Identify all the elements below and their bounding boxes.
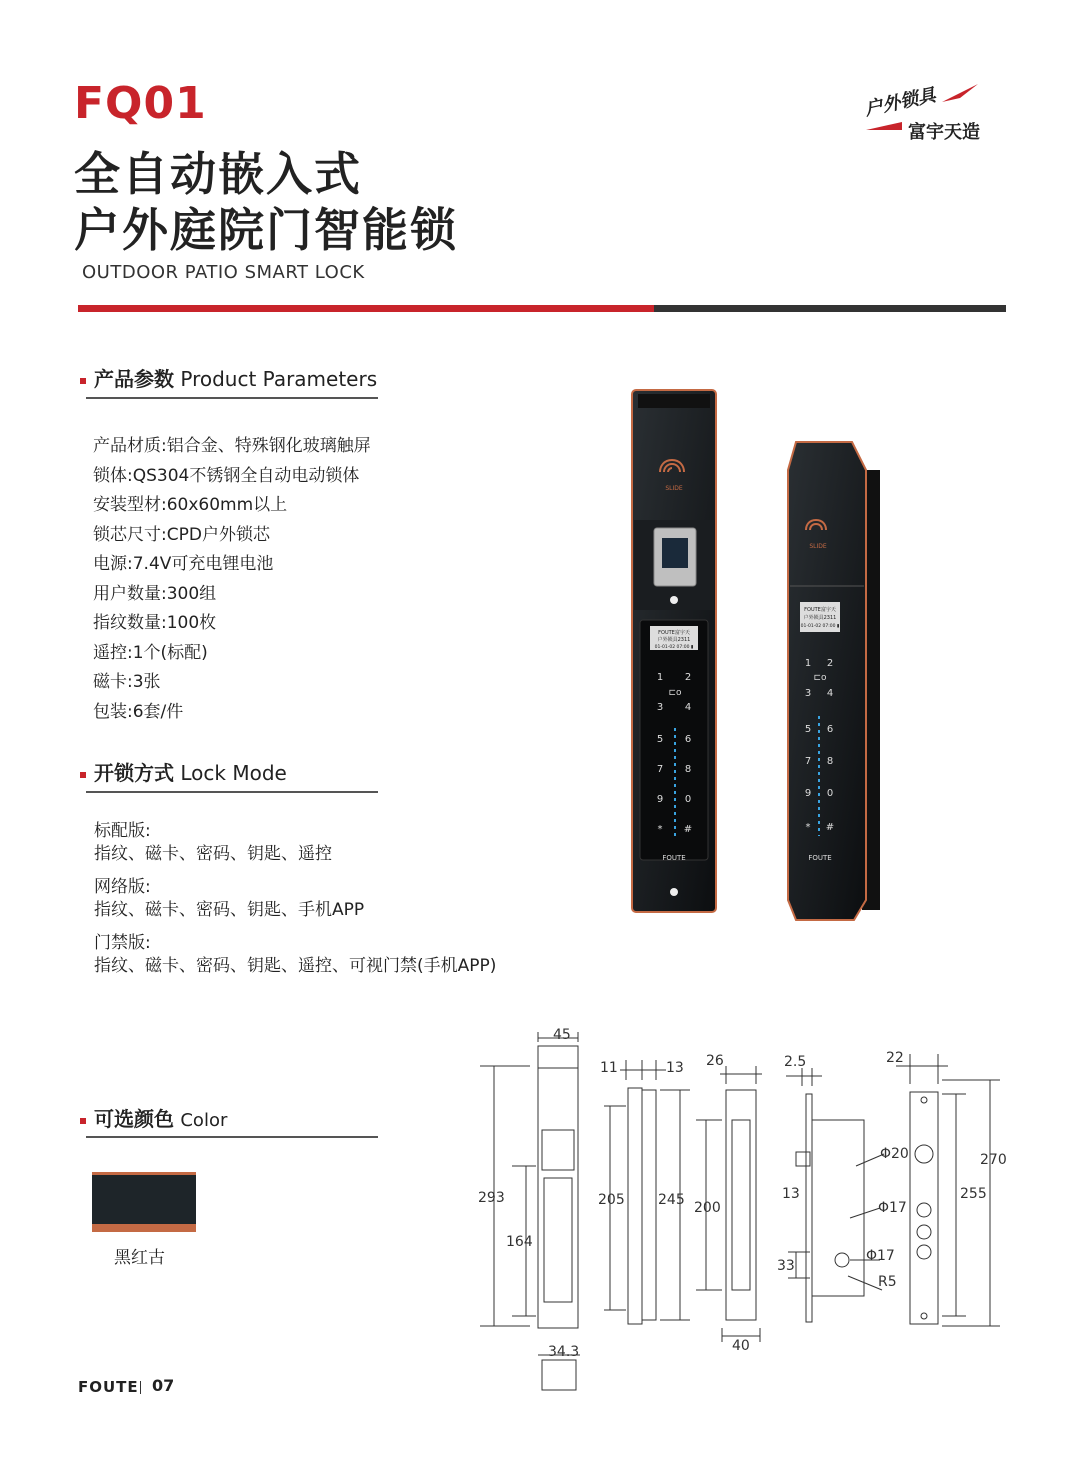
svg-text:270: 270 bbox=[980, 1152, 1007, 1168]
svg-text:9: 9 bbox=[656, 794, 664, 805]
svg-text:13: 13 bbox=[782, 1186, 800, 1202]
svg-text:200: 200 bbox=[694, 1200, 721, 1216]
product-render bbox=[600, 380, 900, 940]
lockmode-desc: 指纹、磁卡、密码、钥匙、遥控 bbox=[94, 844, 332, 864]
svg-text:5: 5 bbox=[804, 724, 812, 735]
svg-text:5: 5 bbox=[656, 734, 664, 745]
svg-text:11: 11 bbox=[600, 1060, 618, 1076]
lockmode-heading: 开锁方式 Lock Mode bbox=[80, 757, 287, 786]
param-item: 磁卡:3张 bbox=[93, 672, 161, 692]
svg-text:R5: R5 bbox=[878, 1274, 897, 1290]
svg-text:户外锁具2311: 户外锁具2311 bbox=[657, 637, 691, 643]
svg-text:9: 9 bbox=[804, 788, 812, 799]
svg-text:40: 40 bbox=[732, 1338, 750, 1354]
svg-text:2: 2 bbox=[684, 672, 692, 683]
svg-text:1: 1 bbox=[656, 672, 664, 683]
svg-text:7: 7 bbox=[656, 764, 664, 775]
svg-text:Φ17: Φ17 bbox=[878, 1200, 907, 1216]
svg-text:6: 6 bbox=[826, 724, 834, 735]
svg-text:3: 3 bbox=[804, 688, 812, 699]
param-item: 用户数量:300组 bbox=[93, 583, 217, 604]
svg-text:Φ20: Φ20 bbox=[880, 1146, 909, 1162]
bullet-square-icon bbox=[80, 378, 86, 384]
lockmode-item bbox=[94, 876, 496, 922]
svg-text:245: 245 bbox=[658, 1192, 685, 1208]
svg-text:8: 8 bbox=[826, 756, 834, 767]
svg-text:8: 8 bbox=[684, 764, 692, 775]
svg-text:26: 26 bbox=[706, 1053, 724, 1069]
svg-text:13: 13 bbox=[666, 1060, 684, 1076]
param-item: 锁芯尺寸:CPD户外锁芯 bbox=[93, 524, 270, 545]
color-underline bbox=[86, 1136, 378, 1138]
svg-text:*: * bbox=[657, 824, 663, 835]
svg-text:7: 7 bbox=[804, 756, 812, 767]
svg-text:34.3: 34.3 bbox=[548, 1344, 580, 1360]
svg-text:01-01-02 07:00 ▮: 01-01-02 07:00 ▮ bbox=[654, 645, 694, 650]
technical-drawing bbox=[470, 1020, 1030, 1400]
lockmode-item bbox=[94, 820, 496, 866]
svg-text:293: 293 bbox=[478, 1190, 505, 1206]
subtitle: OUTDOOR PATIO SMART LOCK bbox=[82, 262, 365, 283]
params-underline bbox=[86, 397, 378, 399]
lockmode-underline bbox=[86, 791, 378, 793]
svg-text:3: 3 bbox=[656, 702, 664, 713]
color-swatch bbox=[92, 1172, 196, 1232]
svg-text:0: 0 bbox=[826, 788, 834, 799]
svg-text:⊏o: ⊏o bbox=[813, 673, 827, 683]
lockmode-desc: 指纹、磁卡、密码、钥匙、手机APP bbox=[94, 900, 365, 920]
svg-text:6: 6 bbox=[684, 734, 692, 745]
color-swatch-label: 黑红古 bbox=[114, 1248, 165, 1268]
lock-front-open bbox=[632, 390, 716, 912]
color-heading: 可选颜色 Color bbox=[80, 1103, 227, 1132]
lockmode-item bbox=[94, 932, 496, 978]
brand-line-1: 户外锁具 bbox=[862, 84, 938, 121]
param-item: 遥控:1个(标配) bbox=[93, 642, 208, 663]
svg-text:22: 22 bbox=[886, 1050, 904, 1066]
param-item: 指纹数量:100枚 bbox=[93, 613, 217, 633]
svg-text:SLIDE: SLIDE bbox=[809, 543, 827, 550]
svg-text:0: 0 bbox=[684, 794, 692, 805]
bullet-square-icon bbox=[80, 772, 86, 778]
param-item: 安装型材:60x60mm以上 bbox=[93, 495, 288, 515]
lockmode-desc: 指纹、磁卡、密码、钥匙、遥控、可视门禁(手机APP) bbox=[94, 956, 497, 976]
lock-front-closed bbox=[788, 442, 880, 920]
svg-text:4: 4 bbox=[684, 702, 692, 713]
svg-text:#: # bbox=[825, 822, 835, 833]
svg-text:164: 164 bbox=[506, 1234, 533, 1250]
brand-line-2: 富宇天造 bbox=[908, 122, 980, 143]
brand-logo bbox=[862, 80, 1012, 150]
param-item: 锁体:QS304不锈钢全自动电动锁体 bbox=[93, 465, 360, 486]
svg-text:33: 33 bbox=[777, 1258, 795, 1274]
svg-text:Φ17: Φ17 bbox=[866, 1248, 895, 1264]
param-item: 电源:7.4V可充电锂电池 bbox=[93, 554, 274, 574]
svg-text:205: 205 bbox=[598, 1192, 625, 1208]
footer-logo: FOUTE bbox=[78, 1378, 139, 1396]
svg-text:01-01-02 07:00 ▮: 01-01-02 07:00 ▮ bbox=[800, 624, 840, 629]
svg-text:*: * bbox=[805, 822, 811, 833]
lockmode-name: 标配版: bbox=[94, 821, 151, 841]
model-number: FQ01 bbox=[74, 78, 207, 129]
footer-separator bbox=[140, 1381, 141, 1394]
lockmode-name: 网络版: bbox=[94, 877, 151, 897]
svg-text:1: 1 bbox=[804, 658, 812, 669]
header-divider-red bbox=[78, 305, 654, 312]
bullet-square-icon bbox=[80, 1118, 86, 1124]
svg-text:2.5: 2.5 bbox=[784, 1054, 807, 1070]
svg-text:SLIDE: SLIDE bbox=[665, 485, 683, 492]
lockmode-list bbox=[94, 820, 496, 988]
header-divider-dark bbox=[654, 305, 1006, 312]
lockmode-name: 门禁版: bbox=[94, 933, 151, 953]
svg-text:FOUTE富宇天: FOUTE富宇天 bbox=[658, 630, 690, 636]
param-item: 包装:6套/件 bbox=[93, 701, 184, 722]
params-heading: 产品参数 Product Parameters bbox=[80, 363, 377, 392]
param-item: 产品材质:铝合金、特殊钢化玻璃触屏 bbox=[93, 436, 371, 456]
svg-text:FOUTE: FOUTE bbox=[808, 854, 832, 862]
svg-text:45: 45 bbox=[553, 1027, 571, 1043]
params-list bbox=[93, 432, 371, 727]
svg-text:2: 2 bbox=[826, 658, 834, 669]
svg-text:#: # bbox=[683, 824, 693, 835]
svg-text:FOUTE: FOUTE bbox=[662, 854, 686, 862]
svg-text:255: 255 bbox=[960, 1186, 987, 1202]
svg-text:户外锁具2311: 户外锁具2311 bbox=[803, 615, 837, 621]
page-number: 07 bbox=[152, 1376, 175, 1395]
svg-text:⊏o: ⊏o bbox=[668, 688, 682, 698]
title-line-1: 全自动嵌入式 bbox=[74, 147, 362, 201]
svg-text:FOUTE富宇天: FOUTE富宇天 bbox=[804, 607, 836, 613]
svg-text:4: 4 bbox=[826, 688, 834, 699]
title-line-2: 户外庭院门智能锁 bbox=[74, 203, 458, 257]
